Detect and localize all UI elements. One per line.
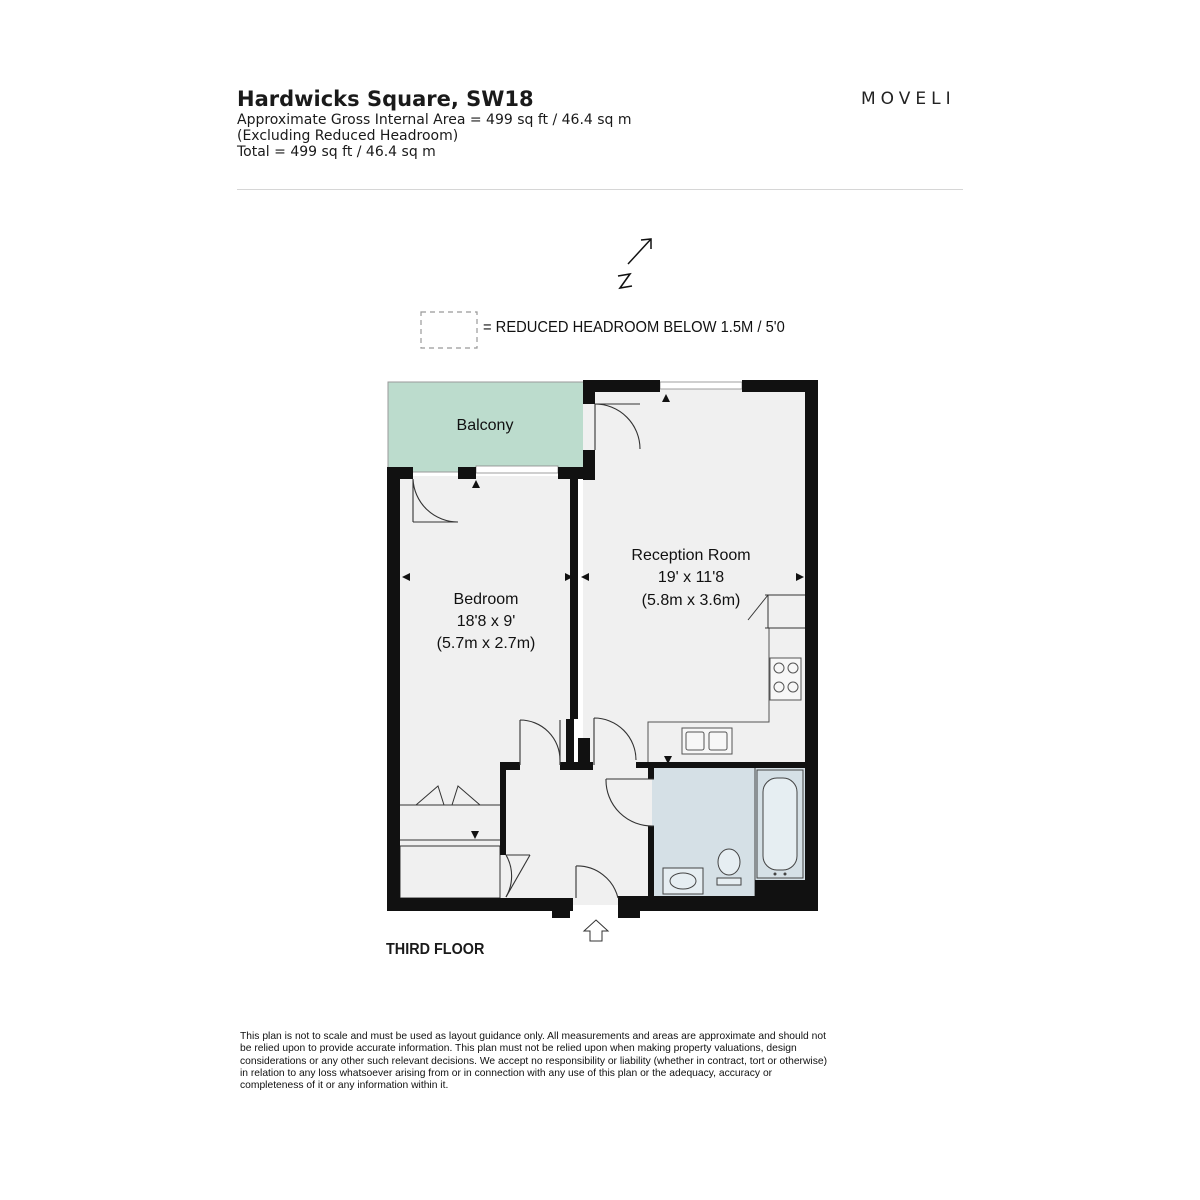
reception-dim-imperial: 19' x 11'8	[657, 569, 725, 586]
reception-dim-metric: (5.8m x 3.6m)	[641, 592, 741, 609]
total-line: Total = 499 sq ft / 46.4 sq m	[237, 144, 436, 160]
sink-icon	[682, 728, 732, 754]
exclusion-line: (Excluding Reduced Headroom)	[237, 128, 459, 144]
window-reception	[660, 382, 742, 389]
hob-icon	[770, 658, 801, 700]
bedroom-dim-metric: (5.7m x 2.7m)	[436, 635, 536, 652]
bath-icon	[757, 770, 803, 878]
brand-logo: MOVELI	[861, 89, 956, 109]
toilet-icon	[717, 849, 741, 885]
window-bedroom	[476, 466, 558, 473]
bedroom-label: Bedroom	[453, 591, 519, 608]
north-arrow-icon	[618, 239, 651, 288]
basin-icon	[663, 868, 703, 894]
disclaimer: This plan is not to scale and must be used as layout guidance only. All measurements and areas are approximate and should not be relied upon to provide accurate information. This plan must not be relied upon when making property valuations, design considerations or any other such relevant decisions. We accept no responsibility or liability (whether in contract, tort or otherwise) in relation to any loss whatsoever arising from or in connection with any use of this plan or the adequacy, accuracy or completeness of it or any information within it.	[240, 1031, 828, 1092]
balcony-label: Balcony	[456, 417, 514, 434]
area-line: Approximate Gross Internal Area = 499 sq ft / 46.4 sq m	[237, 112, 632, 128]
bedroom-dim-imperial: 18'8 x 9'	[456, 613, 516, 630]
legend-label: = REDUCED HEADROOM BELOW 1.5M / 5'0	[483, 319, 785, 336]
entrance-arrow-icon	[584, 920, 608, 941]
property-title: Hardwicks Square, SW18	[237, 87, 534, 111]
store-cupboard	[400, 846, 500, 898]
reduced-headroom-swatch	[421, 312, 477, 348]
reception-label: Reception Room	[631, 547, 751, 564]
floor-label: THIRD FLOOR	[386, 941, 485, 958]
